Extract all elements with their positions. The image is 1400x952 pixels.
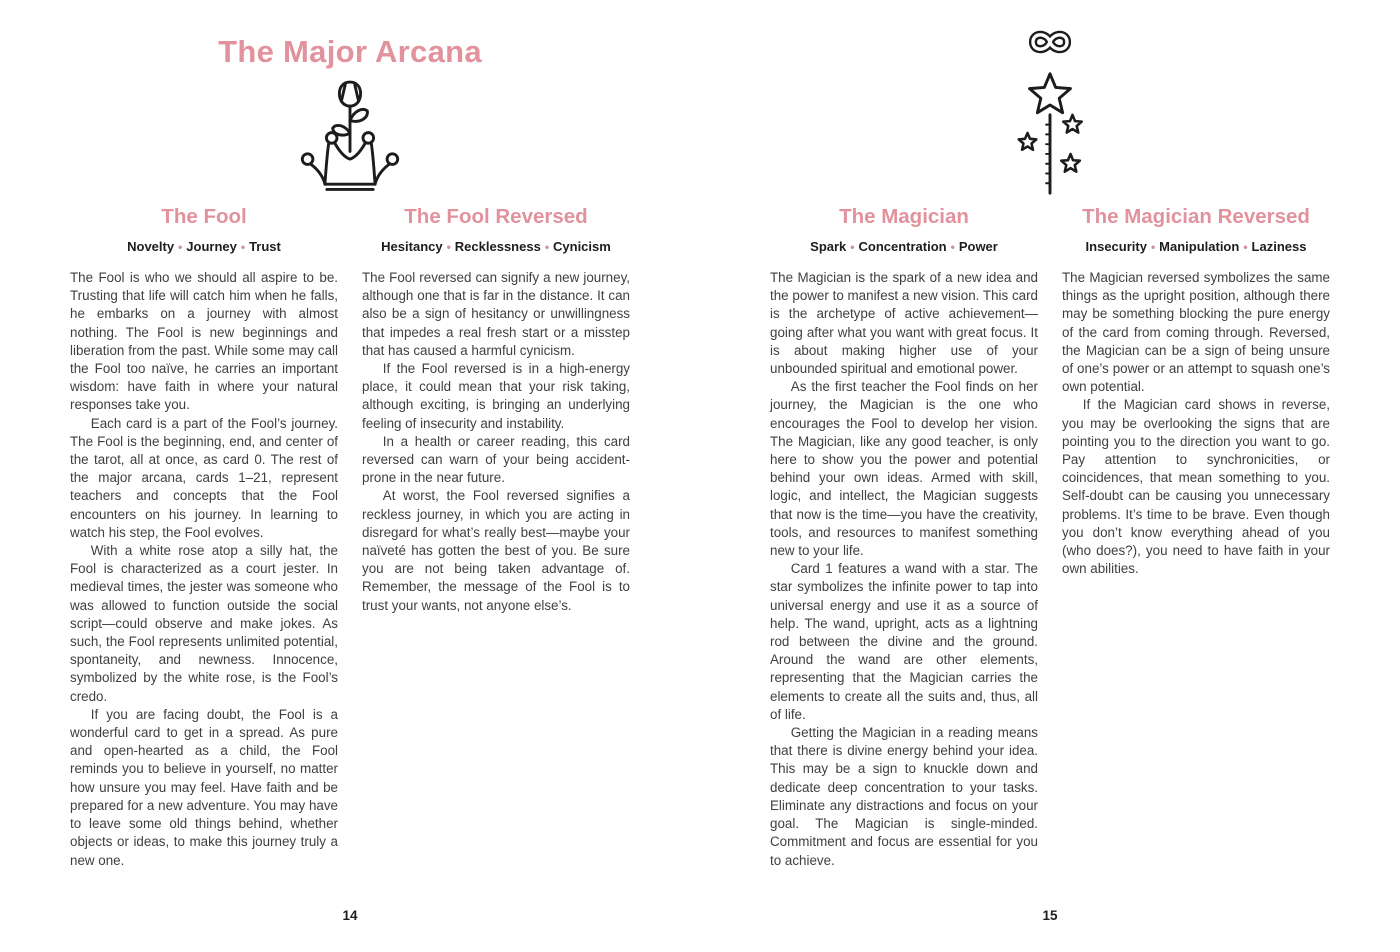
bullet-separator-icon: • (544, 240, 550, 254)
keyword: Recklessness (454, 239, 541, 254)
bullet-separator-icon: • (178, 240, 183, 254)
paragraph: The Magician is the spark of a new idea and the power to manifest a new vision. This card is the archetype of active achievement—going after what you want with great focus. It is about making higher use of your unbounded spiritual and emotional power. (770, 270, 1038, 377)
magic-wand-stars-icon (770, 64, 1330, 196)
keyword: Manipulation (1159, 239, 1240, 254)
infinity-icon (770, 24, 1330, 60)
card-heading-the-magician: The Magician (839, 205, 969, 228)
paragraph: At worst, the Fool reversed signifies a reckless journey, in which you are acting in disregard for what’s really best—maybe your naïveté has gotten the best of you. Be sure you are not being taken advantage of. Remember, the message of the Fool is to trust your wants, not anyone else’s. (362, 488, 630, 613)
keyword: Journey (186, 239, 237, 254)
keyword: Novelty (127, 239, 175, 254)
paragraph: As the first teacher the Fool finds on her journey, the Magician is the one who encourages the Fool to develop her vision. The Magician, like any good teacher, is only here to show you the power and potential behind your own ideas. Armed with skill, logic, and intellect, the Magician suggests that now is the time—you have the creativity, tools, and resources to manifest something new to your life. (770, 379, 1038, 559)
keywords-the-magician (770, 239, 1038, 255)
paragraph: If the Magician card shows in reverse, you may be overlooking the signs that are pointing you to the direction you want to go. Pay attention to synchronicities, or coincidences, that mean something to you. Self-doubt can be causing you unnecessary problems. It’s time to be brave. Even though you don’t know everything ahead of you (who does?), you need to have faith in your own abilities. (1062, 397, 1330, 577)
keyword: Hesitancy (381, 239, 443, 254)
paragraph: Getting the Magician in a reading means that there is divine energy behind your idea. This may be a sign to knuckle down and dedicate deep concentration to your tasks. Eliminate any distractions and focus on your goal. The Magician is single-minded. Commitment and focus are essential for you to achieve. (770, 725, 1038, 868)
chapter-title: The Major Arcana (218, 34, 482, 69)
bullet-separator-icon: • (240, 240, 246, 254)
body-the-fool (70, 269, 338, 870)
section-the-fool (70, 205, 338, 870)
bullet-separator-icon: • (950, 240, 955, 254)
paragraph: The Magician reversed symbolizes the same things as the upright position, although there may be something blocking the pure energy of the card from coming through. Reversed, the Magician can be a sign of being unsure of one’s power or an attempt to squash one’s own potential. (1062, 270, 1330, 395)
keyword: Spark (810, 239, 847, 254)
bullet-separator-icon: • (1150, 240, 1156, 254)
right-page-illustrations (770, 24, 1330, 196)
page-left (70, 0, 630, 952)
jester-crown-rose-icon (70, 78, 630, 194)
paragraph: With a white rose atop a silly hat, the Fool is characterized as a court jester. In medieval times, the jester was someone who was allowed to function outside the social script—could observe and make jokes. As such, the Fool represents unlimited potential, spontaneity, and newness. Innocence, symbolized by the white rose, is the Fool’s credo. (70, 543, 338, 704)
section-the-magician-reversed (1062, 205, 1330, 870)
section-the-magician (770, 205, 1038, 870)
body-the-magician (770, 269, 1038, 870)
paragraph: If the Fool reversed is in a high-energy place, it could mean that your risk taking, although exciting, is bringing an underlying feeling of insecurity and instability. (362, 361, 630, 431)
page-number-left: 14 (342, 908, 358, 923)
card-heading-the-fool: The Fool (161, 205, 247, 228)
page-right (770, 0, 1330, 952)
keyword: Cynicism (553, 239, 611, 254)
keyword: Laziness (1251, 239, 1307, 254)
bullet-separator-icon: • (446, 240, 451, 254)
keywords-the-fool-reversed (362, 239, 630, 255)
body-the-fool-reversed (362, 269, 630, 615)
paragraph: Card 1 features a wand with a star. The star symbolizes the infinite power to tap into universal energy and use it as a source of help. The wand, upright, acts as a lightning rod between the divine and the ground. Around the wand are other elements, representing that the Magician carries the elements to create all the suits and, thus, all of life. (770, 561, 1038, 722)
paragraph: The Fool is who we should all aspire to be. Trusting that life will catch him when he falls, he embarks on a journey with almost nothing. The Fool is new beginnings and liberation from the past. While some may call the Fool too naïve, he carries an important wisdom: have faith in where your natural responses take you. (70, 270, 338, 413)
keyword: Power (958, 239, 998, 254)
card-heading-the-magician-reversed: The Magician Reversed (1082, 205, 1310, 228)
keyword: Concentration (858, 239, 947, 254)
right-page-columns (770, 205, 1330, 870)
left-page-columns (70, 205, 630, 870)
paragraph: If you are facing doubt, the Fool is a wonderful card to get in a spread. As pure and open-hearted as a child, the Fool reminds you to believe in yourself, no matter how unsure you may feel. Have faith and be prepared for a new adventure. You may have to leave some old things behind, whether objects or ideas, to make this journey truly a new one. (70, 706, 338, 868)
page-number-right: 15 (1042, 908, 1058, 923)
paragraph: In a health or career reading, this card reversed can warn of your being accident-prone in the near future. (362, 433, 630, 486)
keyword: Trust (249, 239, 281, 254)
bullet-separator-icon: • (850, 240, 855, 254)
keywords-the-magician-reversed (1062, 239, 1330, 255)
keyword: Insecurity (1085, 239, 1147, 254)
body-the-magician-reversed (1062, 269, 1330, 578)
paragraph: Each card is a part of the Fool’s journey. The Fool is the beginning, end, and center of the tarot, all at once, as card 0. The rest of the major arcana, cards 1–21, represent teachers and concepts that the Fool encounters on his journey. In learning to watch his step, the Fool evolves. (70, 415, 338, 540)
paragraph: The Fool reversed can signify a new journey, although one that is far in the distance. It can also be a sign of hesitancy or unwillingness that impedes a real fresh start or a misstep that has caused a harmful cynicism. (362, 270, 630, 358)
bullet-separator-icon: • (1243, 240, 1248, 254)
card-heading-the-fool-reversed: The Fool Reversed (404, 205, 588, 228)
section-the-fool-reversed (362, 205, 630, 870)
keywords-the-fool (70, 239, 338, 255)
